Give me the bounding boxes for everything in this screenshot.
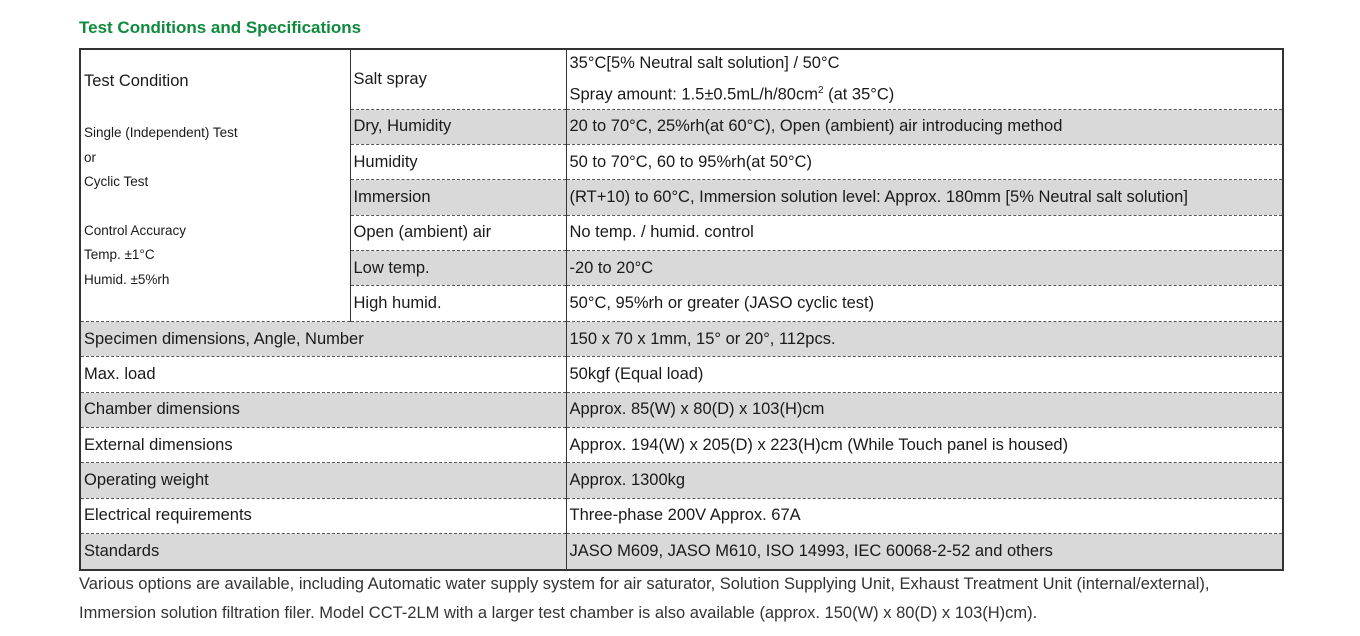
test-condition-cell: [80, 49, 350, 321]
spec-label: External dimensions: [80, 428, 566, 463]
spec-value: JASO M609, JASO M610, ISO 14993, IEC 60068-2-52 and others: [566, 534, 1283, 570]
accuracy-line: Control Accuracy: [84, 222, 187, 238]
table-row: [80, 392, 1283, 427]
accuracy-line: Humid. ±5%rh: [84, 271, 170, 287]
condition-value: (RT+10) to 60°C, Immersion solution level: Approx. 180mm [5% Neutral salt solution]: [566, 180, 1283, 215]
table-row: [80, 321, 1283, 356]
condition-name: High humid.: [350, 286, 566, 321]
spec-value: Approx. 194(W) x 205(D) x 223(H)cm (While Touch panel is housed): [566, 428, 1283, 463]
condition-name: Open (ambient) air: [350, 215, 566, 250]
spec-label: Electrical requirements: [80, 498, 566, 533]
spec-label: Max. load: [80, 357, 566, 392]
salt-spray-temp: 35°C[5% Neutral salt solution] / 50°C: [569, 54, 840, 72]
note-line: Various options are available, including Automatic water supply system for air saturator, Solution Supplying Unit, Exhaust Treatment Unit (internal/external),: [79, 575, 1210, 593]
condition-value: [566, 49, 1283, 109]
condition-value: 50°C, 95%rh or greater (JASO cyclic test): [566, 286, 1283, 321]
table-row: [80, 534, 1283, 570]
spec-value: Approx. 1300kg: [566, 463, 1283, 498]
spec-value: 150 x 70 x 1mm, 15° or 20°, 112pcs.: [566, 321, 1283, 356]
accuracy-line: Temp. ±1°C: [84, 247, 155, 262]
section-title: Test Conditions and Specifications: [79, 18, 362, 37]
note-line: Immersion solution filtration filer. Model CCT-2LM with a larger test chamber is also available (approx. 150(W) x 80(D) x 103(H)cm).: [79, 604, 1038, 622]
table-row: [80, 463, 1283, 498]
table-row: [80, 49, 1283, 109]
condition-value: 50 to 70°C, 60 to 95%rh(at 50°C): [566, 144, 1283, 179]
table-row: [80, 428, 1283, 463]
table-row: [80, 498, 1283, 533]
condition-name: Immersion: [350, 180, 566, 215]
spec-table: [79, 48, 1284, 571]
spec-label: Operating weight: [80, 463, 566, 498]
salt-spray-amount: Spray amount: $1.5\pm 0.5mL/h/80cm^2$ (at 35°C): [569, 85, 895, 104]
condition-name: Dry, Humidity: [350, 109, 566, 144]
test-type-line: Cyclic Test: [84, 174, 149, 189]
spec-label: Chamber dimensions: [80, 392, 566, 427]
condition-name: Salt spray: [350, 49, 566, 109]
test-type-line: or: [84, 149, 97, 165]
spec-value: Three-phase 200V Approx. 67A: [566, 498, 1283, 533]
condition-value: 20 to 70°C, 25%rh(at 60°C), Open (ambient) air introducing method: [566, 109, 1283, 144]
spec-value: 50kgf (Equal load): [566, 357, 1283, 392]
condition-value: No temp. / humid. control: [566, 215, 1283, 250]
condition-name: Humidity: [350, 144, 566, 179]
test-type-line: Single (Independent) Test: [84, 125, 238, 140]
spec-label: Standards: [80, 534, 566, 570]
condition-value: -20 to 20°C: [566, 251, 1283, 286]
condition-name: Low temp.: [350, 251, 566, 286]
table-row: [80, 357, 1283, 392]
test-condition-label: Test Condition: [84, 72, 189, 90]
spec-label: Specimen dimensions, Angle, Number: [80, 321, 566, 356]
spec-value: Approx. 85(W) x 80(D) x 103(H)cm: [566, 392, 1283, 427]
notes: [79, 570, 1299, 628]
